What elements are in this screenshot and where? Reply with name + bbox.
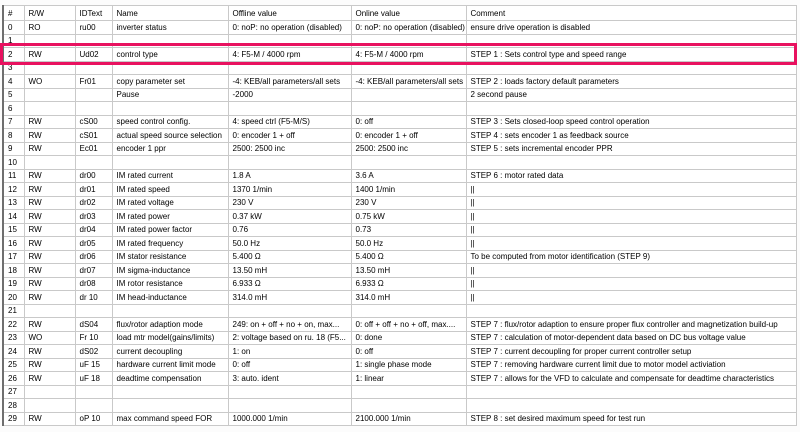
idtext-cell[interactable] bbox=[75, 304, 112, 318]
online-value-cell[interactable]: 2100.000 1/min bbox=[351, 412, 466, 426]
comment-cell[interactable]: STEP 7 : flux/rotor adaption to ensure proper flux controller and magnetization build-up bbox=[466, 318, 796, 332]
comment-cell[interactable]: || bbox=[466, 277, 796, 291]
idtext-cell[interactable] bbox=[75, 34, 112, 48]
online-value-cell[interactable]: 50.0 Hz bbox=[351, 237, 466, 251]
rw-cell[interactable] bbox=[24, 34, 75, 48]
online-value-cell[interactable]: 1: linear bbox=[351, 372, 466, 386]
row-number-cell[interactable]: 2 bbox=[3, 48, 24, 62]
table-row-26[interactable] bbox=[3, 372, 796, 386]
rw-cell[interactable] bbox=[24, 304, 75, 318]
row-number-cell[interactable]: 16 bbox=[3, 237, 24, 251]
offline-value-cell[interactable]: 4: F5-M / 4000 rpm bbox=[228, 48, 351, 62]
offline-value-cell[interactable]: -4: KEB/all parameters/all sets bbox=[228, 75, 351, 89]
row-number-cell[interactable]: 18 bbox=[3, 264, 24, 278]
online-value-cell[interactable] bbox=[351, 102, 466, 116]
comment-cell[interactable] bbox=[466, 304, 796, 318]
rw-cell[interactable]: RW bbox=[24, 250, 75, 264]
online-value-cell[interactable]: 13.50 mH bbox=[351, 264, 466, 278]
table-row-28[interactable] bbox=[3, 399, 796, 413]
online-value-cell[interactable]: 6.933 Ω bbox=[351, 277, 466, 291]
online-value-cell[interactable]: 3.6 A bbox=[351, 169, 466, 183]
idtext-cell[interactable]: dr04 bbox=[75, 223, 112, 237]
online-value-cell[interactable]: 2500: 2500 inc bbox=[351, 142, 466, 156]
rw-cell[interactable]: RW bbox=[24, 372, 75, 386]
column-header-number[interactable]: # bbox=[3, 6, 24, 21]
row-number-cell[interactable]: 0 bbox=[3, 21, 24, 35]
name-cell[interactable]: deadtime compensation bbox=[112, 372, 228, 386]
name-cell[interactable]: copy parameter set bbox=[112, 75, 228, 89]
rw-cell[interactable]: RW bbox=[24, 318, 75, 332]
idtext-cell[interactable]: dr 10 bbox=[75, 291, 112, 305]
rw-cell[interactable]: RW bbox=[24, 196, 75, 210]
idtext-cell[interactable]: dr07 bbox=[75, 264, 112, 278]
comment-cell[interactable]: STEP 7 : current decoupling for proper current controller setup bbox=[466, 345, 796, 359]
name-cell[interactable]: IM sigma-inductance bbox=[112, 264, 228, 278]
offline-value-cell[interactable]: 0: off bbox=[228, 358, 351, 372]
name-cell[interactable]: load mtr model(gains/limits) bbox=[112, 331, 228, 345]
online-value-cell[interactable] bbox=[351, 34, 466, 48]
rw-cell[interactable]: RW bbox=[24, 223, 75, 237]
column-header-offline-value[interactable]: Offline value bbox=[228, 6, 351, 21]
online-value-cell[interactable] bbox=[351, 61, 466, 75]
name-cell[interactable] bbox=[112, 34, 228, 48]
offline-value-cell[interactable]: 0: noP: no operation (disabled) bbox=[228, 21, 351, 35]
table-row-6[interactable] bbox=[3, 102, 796, 116]
table-row-23[interactable] bbox=[3, 331, 796, 345]
row-number-cell[interactable]: 17 bbox=[3, 250, 24, 264]
table-row-13[interactable] bbox=[3, 196, 796, 210]
name-cell[interactable]: flux/rotor adaption mode bbox=[112, 318, 228, 332]
comment-cell[interactable]: || bbox=[466, 264, 796, 278]
comment-cell[interactable] bbox=[466, 34, 796, 48]
comment-cell[interactable]: STEP 3 : Sets closed-loop speed control operation bbox=[466, 115, 796, 129]
comment-cell[interactable]: STEP 4 : sets encoder 1 as feedback source bbox=[466, 129, 796, 143]
idtext-cell[interactable]: dS02 bbox=[75, 345, 112, 359]
idtext-cell[interactable] bbox=[75, 102, 112, 116]
offline-value-cell[interactable]: 249: on + off + no + on, max... bbox=[228, 318, 351, 332]
name-cell[interactable]: max command speed FOR bbox=[112, 412, 228, 426]
table-row-11[interactable] bbox=[3, 169, 796, 183]
row-number-cell[interactable]: 19 bbox=[3, 277, 24, 291]
row-number-cell[interactable]: 27 bbox=[3, 385, 24, 399]
row-number-cell[interactable]: 29 bbox=[3, 412, 24, 426]
comment-cell[interactable]: ensure drive operation is disabled bbox=[466, 21, 796, 35]
rw-cell[interactable] bbox=[24, 61, 75, 75]
name-cell[interactable]: IM rated power factor bbox=[112, 223, 228, 237]
idtext-cell[interactable]: dr03 bbox=[75, 210, 112, 224]
offline-value-cell[interactable]: 4: speed ctrl (F5-M/S) bbox=[228, 115, 351, 129]
table-row-15[interactable] bbox=[3, 223, 796, 237]
rw-cell[interactable]: RW bbox=[24, 264, 75, 278]
name-cell[interactable]: IM rated frequency bbox=[112, 237, 228, 251]
comment-cell[interactable] bbox=[466, 399, 796, 413]
table-row-25[interactable] bbox=[3, 358, 796, 372]
offline-value-cell[interactable]: 2500: 2500 inc bbox=[228, 142, 351, 156]
rw-cell[interactable] bbox=[24, 399, 75, 413]
table-row-2[interactable] bbox=[3, 48, 796, 62]
comment-cell[interactable]: || bbox=[466, 210, 796, 224]
row-number-cell[interactable]: 22 bbox=[3, 318, 24, 332]
comment-cell[interactable]: || bbox=[466, 183, 796, 197]
comment-cell[interactable] bbox=[466, 156, 796, 170]
row-number-cell[interactable]: 12 bbox=[3, 183, 24, 197]
online-value-cell[interactable] bbox=[351, 385, 466, 399]
comment-cell[interactable] bbox=[466, 385, 796, 399]
online-value-cell[interactable]: 0: off bbox=[351, 345, 466, 359]
row-number-cell[interactable]: 15 bbox=[3, 223, 24, 237]
offline-value-cell[interactable]: 1370 1/min bbox=[228, 183, 351, 197]
name-cell[interactable]: hardware current limit mode bbox=[112, 358, 228, 372]
offline-value-cell[interactable]: 314.0 mH bbox=[228, 291, 351, 305]
rw-cell[interactable]: RW bbox=[24, 142, 75, 156]
offline-value-cell[interactable]: 6.933 Ω bbox=[228, 277, 351, 291]
comment-cell[interactable]: STEP 7 : removing hardware current limit due to motor model activiation bbox=[466, 358, 796, 372]
name-cell[interactable]: IM rated speed bbox=[112, 183, 228, 197]
table-row-14[interactable] bbox=[3, 210, 796, 224]
online-value-cell[interactable]: 0: off + off + no + off, max.... bbox=[351, 318, 466, 332]
comment-cell[interactable]: || bbox=[466, 237, 796, 251]
comment-cell[interactable]: STEP 7 : calculation of motor-dependent data based on DC bus voltage value bbox=[466, 331, 796, 345]
rw-cell[interactable]: RW bbox=[24, 183, 75, 197]
idtext-cell[interactable]: dr02 bbox=[75, 196, 112, 210]
online-value-cell[interactable] bbox=[351, 399, 466, 413]
rw-cell[interactable] bbox=[24, 385, 75, 399]
comment-cell[interactable]: STEP 7 : allows for the VFD to calculate and compensate for deadtime characteristics bbox=[466, 372, 796, 386]
table-row-17[interactable] bbox=[3, 250, 796, 264]
idtext-cell[interactable]: dr06 bbox=[75, 250, 112, 264]
row-number-cell[interactable]: 25 bbox=[3, 358, 24, 372]
row-number-cell[interactable]: 28 bbox=[3, 399, 24, 413]
name-cell[interactable]: control type bbox=[112, 48, 228, 62]
rw-cell[interactable]: RW bbox=[24, 291, 75, 305]
row-number-cell[interactable]: 1 bbox=[3, 34, 24, 48]
name-cell[interactable] bbox=[112, 156, 228, 170]
table-row-20[interactable] bbox=[3, 291, 796, 305]
offline-value-cell[interactable]: 50.0 Hz bbox=[228, 237, 351, 251]
row-number-cell[interactable]: 13 bbox=[3, 196, 24, 210]
row-number-cell[interactable]: 8 bbox=[3, 129, 24, 143]
idtext-cell[interactable]: dr00 bbox=[75, 169, 112, 183]
comment-cell[interactable]: 2 second pause bbox=[466, 88, 796, 102]
idtext-cell[interactable]: Ec01 bbox=[75, 142, 112, 156]
row-number-cell[interactable]: 9 bbox=[3, 142, 24, 156]
table-row-24[interactable] bbox=[3, 345, 796, 359]
idtext-cell[interactable] bbox=[75, 61, 112, 75]
table-row-21[interactable] bbox=[3, 304, 796, 318]
name-cell[interactable]: IM stator resistance bbox=[112, 250, 228, 264]
name-cell[interactable]: current decoupling bbox=[112, 345, 228, 359]
row-number-cell[interactable]: 7 bbox=[3, 115, 24, 129]
rw-cell[interactable]: RW bbox=[24, 115, 75, 129]
rw-cell[interactable]: RW bbox=[24, 358, 75, 372]
table-row-9[interactable] bbox=[3, 142, 796, 156]
idtext-cell[interactable]: dr08 bbox=[75, 277, 112, 291]
idtext-cell[interactable]: Fr 10 bbox=[75, 331, 112, 345]
online-value-cell[interactable]: 1: single phase mode bbox=[351, 358, 466, 372]
row-number-cell[interactable]: 21 bbox=[3, 304, 24, 318]
online-value-cell[interactable] bbox=[351, 88, 466, 102]
row-number-cell[interactable]: 23 bbox=[3, 331, 24, 345]
idtext-cell[interactable] bbox=[75, 385, 112, 399]
parameter-grid bbox=[2, 5, 797, 426]
offline-value-cell[interactable]: 1000.000 1/min bbox=[228, 412, 351, 426]
offline-value-cell[interactable]: 1: on bbox=[228, 345, 351, 359]
comment-cell[interactable]: || bbox=[466, 196, 796, 210]
online-value-cell[interactable]: 0.75 kW bbox=[351, 210, 466, 224]
offline-value-cell[interactable]: -2000 bbox=[228, 88, 351, 102]
comment-cell[interactable]: STEP 2 : loads factory default parameters bbox=[466, 75, 796, 89]
name-cell[interactable] bbox=[112, 385, 228, 399]
online-value-cell[interactable]: 0: noP: no operation (disabled) bbox=[351, 21, 466, 35]
offline-value-cell[interactable]: 2: voltage based on ru. 18 (F5... bbox=[228, 331, 351, 345]
column-header-online-value[interactable]: Online value bbox=[351, 6, 466, 21]
comment-cell[interactable]: To be computed from motor identification (STEP 9) bbox=[466, 250, 796, 264]
online-value-cell[interactable] bbox=[351, 304, 466, 318]
table-row-12[interactable] bbox=[3, 183, 796, 197]
offline-value-cell[interactable] bbox=[228, 102, 351, 116]
row-number-cell[interactable]: 3 bbox=[3, 61, 24, 75]
row-number-cell[interactable]: 26 bbox=[3, 372, 24, 386]
table-row-18[interactable] bbox=[3, 264, 796, 278]
row-number-cell[interactable]: 10 bbox=[3, 156, 24, 170]
rw-cell[interactable]: RW bbox=[24, 412, 75, 426]
offline-value-cell[interactable]: 1.8 A bbox=[228, 169, 351, 183]
offline-value-cell[interactable]: 0.76 bbox=[228, 223, 351, 237]
table-row-16[interactable] bbox=[3, 237, 796, 251]
table-header bbox=[3, 6, 796, 21]
table-row-0[interactable] bbox=[3, 21, 796, 35]
idtext-cell[interactable]: dr01 bbox=[75, 183, 112, 197]
name-cell[interactable]: speed control config. bbox=[112, 115, 228, 129]
rw-cell[interactable]: RW bbox=[24, 129, 75, 143]
rw-cell[interactable] bbox=[24, 102, 75, 116]
offline-value-cell[interactable]: 0: encoder 1 + off bbox=[228, 129, 351, 143]
row-number-cell[interactable]: 5 bbox=[3, 88, 24, 102]
name-cell[interactable]: IM rated current bbox=[112, 169, 228, 183]
comment-cell[interactable]: STEP 6 : motor rated data bbox=[466, 169, 796, 183]
rw-cell[interactable]: RW bbox=[24, 48, 75, 62]
table-row-27[interactable] bbox=[3, 385, 796, 399]
comment-cell[interactable]: STEP 1 : Sets control type and speed range bbox=[466, 48, 796, 62]
parameter-table bbox=[2, 5, 797, 426]
name-cell[interactable]: inverter status bbox=[112, 21, 228, 35]
table-row-22[interactable] bbox=[3, 318, 796, 332]
row-number-cell[interactable]: 6 bbox=[3, 102, 24, 116]
table-row-1[interactable] bbox=[3, 34, 796, 48]
row-number-cell[interactable]: 4 bbox=[3, 75, 24, 89]
online-value-cell[interactable]: 4: F5-M / 4000 rpm bbox=[351, 48, 466, 62]
rw-cell[interactable]: RW bbox=[24, 345, 75, 359]
column-header-comment[interactable]: Comment bbox=[466, 6, 796, 21]
rw-cell[interactable]: RW bbox=[24, 237, 75, 251]
idtext-cell[interactable]: dr05 bbox=[75, 237, 112, 251]
name-cell[interactable]: IM rated voltage bbox=[112, 196, 228, 210]
idtext-cell[interactable]: cS00 bbox=[75, 115, 112, 129]
comment-cell[interactable]: || bbox=[466, 291, 796, 305]
row-number-cell[interactable]: 20 bbox=[3, 291, 24, 305]
parameter-table-body bbox=[3, 21, 796, 426]
rw-cell[interactable]: WO bbox=[24, 331, 75, 345]
offline-value-cell[interactable]: 3: auto. ident bbox=[228, 372, 351, 386]
table-row-8[interactable] bbox=[3, 129, 796, 143]
name-cell[interactable] bbox=[112, 61, 228, 75]
offline-value-cell[interactable] bbox=[228, 34, 351, 48]
rw-cell[interactable]: RW bbox=[24, 169, 75, 183]
offline-value-cell[interactable]: 230 V bbox=[228, 196, 351, 210]
idtext-cell[interactable] bbox=[75, 156, 112, 170]
online-value-cell[interactable]: 230 V bbox=[351, 196, 466, 210]
name-cell[interactable] bbox=[112, 304, 228, 318]
online-value-cell[interactable]: 0.73 bbox=[351, 223, 466, 237]
name-cell[interactable]: encoder 1 ppr bbox=[112, 142, 228, 156]
idtext-cell[interactable]: oP 10 bbox=[75, 412, 112, 426]
column-header-name[interactable]: Name bbox=[112, 6, 228, 21]
table-row-5[interactable] bbox=[3, 88, 796, 102]
offline-value-cell[interactable]: 5.400 Ω bbox=[228, 250, 351, 264]
online-value-cell[interactable]: 0: encoder 1 + off bbox=[351, 129, 466, 143]
table-row-7[interactable] bbox=[3, 115, 796, 129]
table-row-19[interactable] bbox=[3, 277, 796, 291]
column-header-rw[interactable]: R/W bbox=[24, 6, 75, 21]
name-cell[interactable] bbox=[112, 102, 228, 116]
table-row-10[interactable] bbox=[3, 156, 796, 170]
row-number-cell[interactable]: 24 bbox=[3, 345, 24, 359]
online-value-cell[interactable]: 1400 1/min bbox=[351, 183, 466, 197]
column-header-idtext[interactable]: IDText bbox=[75, 6, 112, 21]
name-cell[interactable]: Pause bbox=[112, 88, 228, 102]
comment-cell[interactable]: STEP 8 : set desired maximum speed for test run bbox=[466, 412, 796, 426]
offline-value-cell[interactable] bbox=[228, 399, 351, 413]
comment-cell[interactable]: || bbox=[466, 223, 796, 237]
rw-cell[interactable]: RO bbox=[24, 21, 75, 35]
row-number-cell[interactable]: 11 bbox=[3, 169, 24, 183]
comment-cell[interactable] bbox=[466, 61, 796, 75]
idtext-cell[interactable]: cS01 bbox=[75, 129, 112, 143]
rw-cell[interactable]: RW bbox=[24, 277, 75, 291]
idtext-cell[interactable]: Fr01 bbox=[75, 75, 112, 89]
idtext-cell[interactable]: uF 15 bbox=[75, 358, 112, 372]
online-value-cell[interactable]: 0: off bbox=[351, 115, 466, 129]
online-value-cell[interactable] bbox=[351, 156, 466, 170]
comment-cell[interactable]: STEP 5 : sets incremental encoder PPR bbox=[466, 142, 796, 156]
offline-value-cell[interactable] bbox=[228, 385, 351, 399]
table-row-29[interactable] bbox=[3, 412, 796, 426]
table-row-4[interactable] bbox=[3, 75, 796, 89]
name-cell[interactable] bbox=[112, 399, 228, 413]
rw-cell[interactable]: WO bbox=[24, 75, 75, 89]
table-row-3[interactable] bbox=[3, 61, 796, 75]
row-number-cell[interactable]: 14 bbox=[3, 210, 24, 224]
name-cell[interactable]: IM rated power bbox=[112, 210, 228, 224]
offline-value-cell[interactable]: 0.37 kW bbox=[228, 210, 351, 224]
rw-cell[interactable]: RW bbox=[24, 210, 75, 224]
offline-value-cell[interactable] bbox=[228, 304, 351, 318]
idtext-cell[interactable]: Ud02 bbox=[75, 48, 112, 62]
idtext-cell[interactable] bbox=[75, 399, 112, 413]
idtext-cell[interactable]: dS04 bbox=[75, 318, 112, 332]
idtext-cell[interactable]: uF 18 bbox=[75, 372, 112, 386]
offline-value-cell[interactable] bbox=[228, 61, 351, 75]
offline-value-cell[interactable] bbox=[228, 156, 351, 170]
online-value-cell[interactable]: 0: done bbox=[351, 331, 466, 345]
header-row bbox=[3, 6, 796, 21]
rw-cell[interactable] bbox=[24, 156, 75, 170]
online-value-cell[interactable]: 314.0 mH bbox=[351, 291, 466, 305]
name-cell[interactable]: IM head-inductance bbox=[112, 291, 228, 305]
online-value-cell[interactable]: 5.400 Ω bbox=[351, 250, 466, 264]
name-cell[interactable]: IM rotor resistance bbox=[112, 277, 228, 291]
idtext-cell[interactable] bbox=[75, 88, 112, 102]
idtext-cell[interactable]: ru00 bbox=[75, 21, 112, 35]
comment-cell[interactable] bbox=[466, 102, 796, 116]
rw-cell[interactable] bbox=[24, 88, 75, 102]
online-value-cell[interactable]: -4: KEB/all parameters/all sets bbox=[351, 75, 466, 89]
name-cell[interactable]: actual speed source selection bbox=[112, 129, 228, 143]
offline-value-cell[interactable]: 13.50 mH bbox=[228, 264, 351, 278]
